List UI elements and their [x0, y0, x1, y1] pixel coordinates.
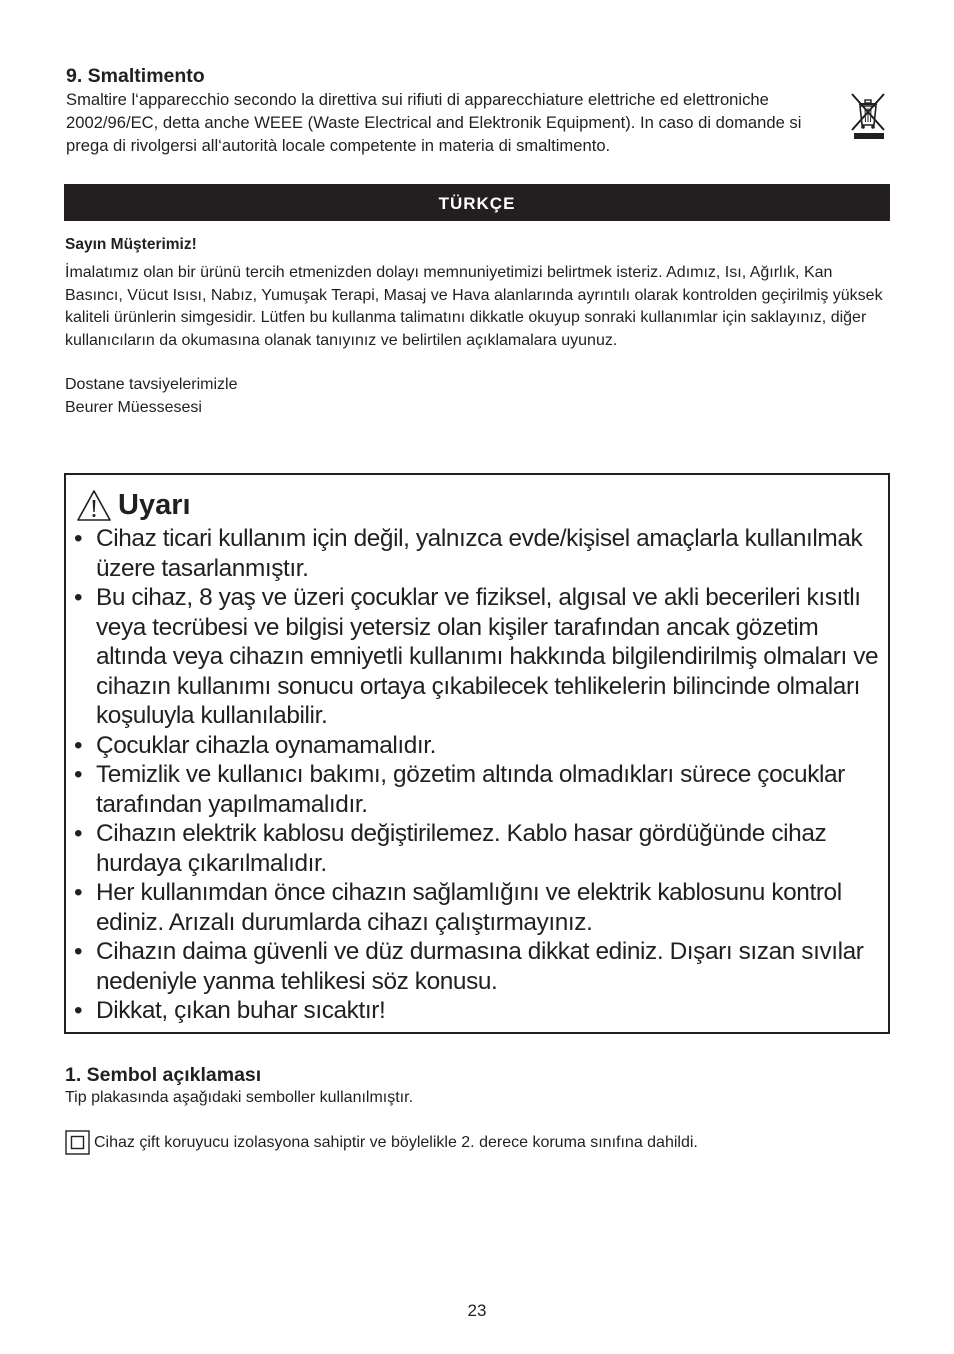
- class2-description: Cihaz çift koruyucu izolasyona sahiptir ve böylelikle 2. derece koruma sınıfına dahildi.: [94, 1134, 698, 1151]
- disposal-heading: 9. Smaltimento: [66, 65, 205, 87]
- disposal-body: Smaltire l‘apparecchio secondo la direttiva sui rifiuti di apparecchiature elettriche ed elettroniche 2002/96/EC, detta anche WEEE (Waste Electrical and Elektronik Equipment). In caso di domande si prega di rivolgersi all‘autorità locale competente in materia di smaltimento.: [66, 90, 802, 155]
- protection-class-2-icon: [65, 1130, 90, 1155]
- warning-triangle-icon: [76, 489, 112, 523]
- warning-item: • Cihazın elektrik kablosu değiştirilemez. Kablo hasar gördüğünde cihaz hurdaya çıkarılmalıdır.: [74, 819, 882, 878]
- symbols-heading: 1. Sembol açıklaması: [65, 1064, 262, 1086]
- warning-item: • Her kullanımdan önce cihazın sağlamlığını ve elektrik kablosunu kontrol ediniz. Arızalı durumlarda cihazı çalıştırmayınız.: [74, 878, 882, 937]
- weee-crossed-bin-icon: [848, 90, 888, 140]
- warning-item: • Cihazın daima güvenli ve düz durmasına dikkat ediniz. Dışarı sızan sıvılar nedeniyle yanma tehlikesi söz konusu.: [74, 937, 882, 996]
- warning-list: [74, 524, 882, 1026]
- intro-section: [65, 234, 890, 420]
- warning-title: Uyarı: [118, 489, 191, 521]
- page-number: 23: [467, 1301, 487, 1320]
- warning-item: • Temizlik ve kullanıcı bakımı, gözetim altında olmadıkları sürece çocuklar tarafından yapılmamalıdır.: [74, 760, 882, 819]
- intro-body: İmalatımız olan bir ürünü tercih etmenizden dolayı memnuniyetimizi belirtmek isteriz. Adımız, Isı, Ağırlık, Kan Basıncı, Vücut Isısı, Nabız, Yumuşak Terapi, Masaj ve Hava alanlarında ayrıntılı olarak kontrolden geçirilmiş yüksek kaliteli ürünlerin simgesidir. Lütfen bu kullanma talimatını dikkatle okuyup sonraki kullanımlar için saklayınız, diğer kullanıcıların da okumasına olanak tanıyınız ve belirtilen açıklamalara uyunuz.: [65, 264, 883, 349]
- warning-item: • Bu cihaz, 8 yaş ve üzeri çocuklar ve fiziksel, algısal ve akli becerileri kısıtlı veya tecrübesi ve bilgisi yetersiz olan kişiler tarafından ancak gözetim altında veya cihazın emniyetli kullanımı hakkında bilgilendirilmiş olmaları ve cihazın kullanımı sonucu ortaya çıkabilecek tehlikelerin bilincinde olmaları koşuluyla kullanılabilir.: [74, 583, 882, 731]
- signoff-line-1: Dostane tavsiyelerimizle: [65, 376, 238, 394]
- warning-header: [76, 485, 191, 525]
- disposal-section: [66, 64, 846, 157]
- greeting: Sayın Müşterimiz!: [65, 236, 197, 253]
- symbols-section: [65, 1063, 890, 1151]
- warning-item: • Dikkat, çıkan buhar sıcaktır!: [74, 996, 882, 1026]
- language-bar: TÜRKÇE: [64, 184, 890, 221]
- signoff: [65, 374, 890, 419]
- signoff-line-2: Beurer Müessesesi: [65, 398, 202, 416]
- symbol-row-class2: [65, 1129, 890, 1155]
- warning-box: [64, 473, 890, 1034]
- symbols-subtitle: Tip plakasında aşağıdaki semboller kullanılmıştır.: [65, 1089, 414, 1106]
- warning-item: • Çocuklar cihazla oynamamalıdır.: [74, 731, 882, 761]
- warning-item: • Cihaz ticari kullanım için değil, yalnızca evde/kişisel amaçlarla kullanılmak üzere tasarlanmıştır.: [74, 524, 882, 583]
